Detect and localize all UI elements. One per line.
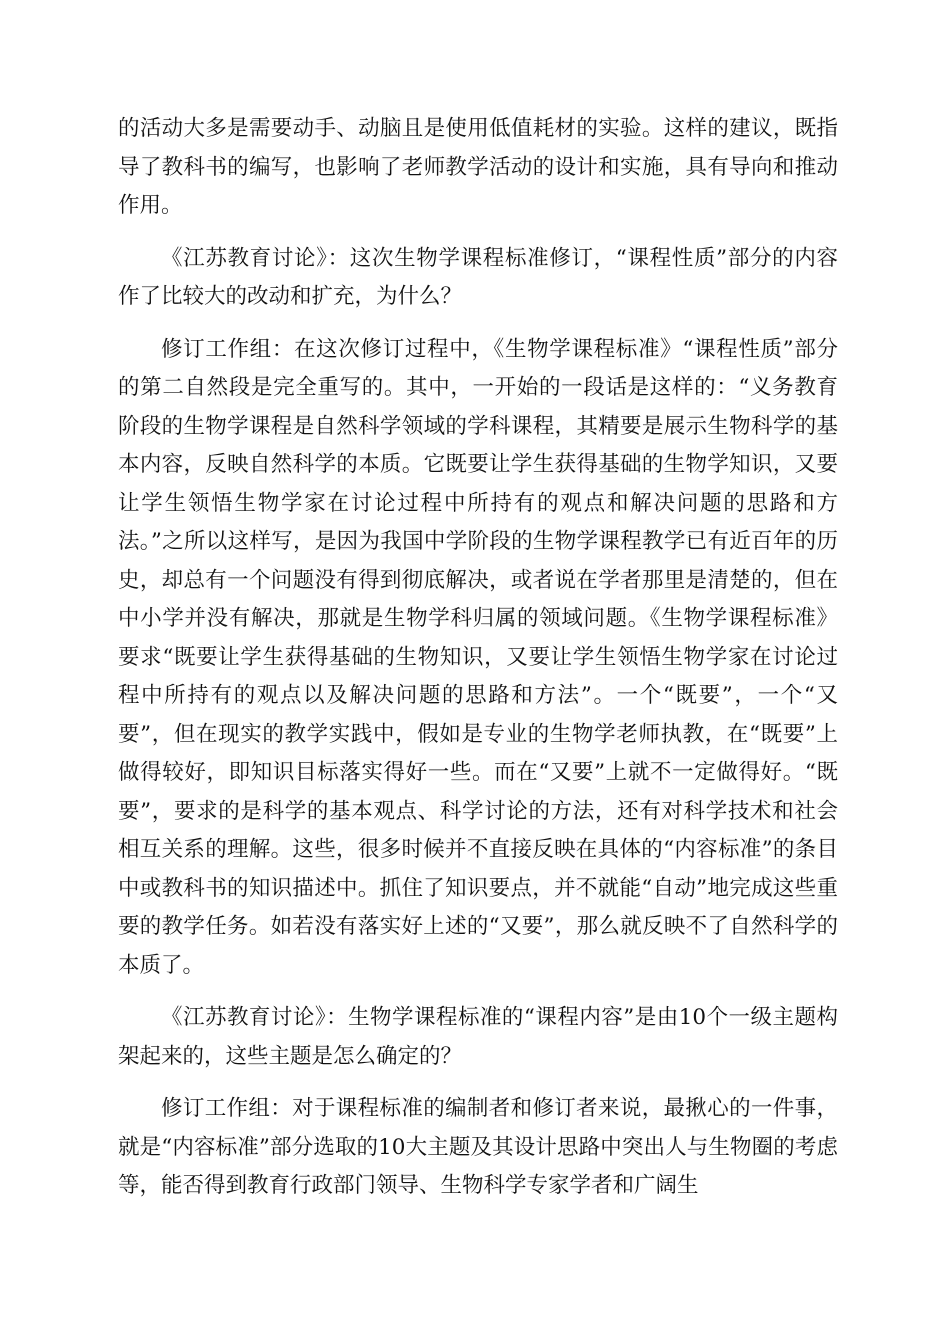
- paragraph-continuation: 的活动大多是需要动手、动脑且是使用低值耗材的实验。这样的建议，既指导了教科书的编写，也影响了老师教学活动的设计和实施，具有导向和推动作用。: [118, 116, 838, 218]
- document-page: [118, 110, 838, 1220]
- paragraph-answer-course-content: 修订工作组：对于课程标准的编制者和修订者来说，最揪心的一件事，就是“内容标准”部分选取的10大主题及其设计思路中突出人与生物圈的考虑等，能否得到教育行政部门领导、生物科学专家学者和广阔生: [118, 1096, 838, 1198]
- paragraph-question-course-nature: 《江苏教育讨论》：这次生物学课程标准修订，“课程性质”部分的内容作了比较大的改动和扩充，为什么？: [118, 245, 838, 309]
- paragraph-answer-course-nature: 修订工作组：在这次修订过程中，《生物学课程标准》“课程性质”部分的第二自然段是完全重写的。其中，一开始的一段话是这样的：“义务教育阶段的生物学课程是自然科学领域的学科课程，其精要是展示生物科学的基本内容，反映自然科学的本质。它既要让学生获得基础的生物学知识，又要让学生领悟生物学家在讨论过程中所持有的观点和解决问题的思路和方法。”之所以这样写，是因为我国中学阶段的生物学课程教学已有近百年的历史，却总有一个问题没有得到彻底解决，或者说在学者那里是清楚的，但在中小学并没有解决，那就是生物学科归属的领域问题。《生物学课程标准》要求“既要让学生获得基础的生物知识，又要让学生领悟生物学家在讨论过程中所持有的观点以及解决问题的思路和方法”。一个“既要”，一个“又要”，但在现实的教学实践中，假如是专业的生物学老师执教，在“既要”上做得较好，即知识目标落实得好一些。而在“又要”上就不一定做得好。“既要”，要求的是科学的基本观点、科学讨论的方法，还有对科学技术和社会相互关系的理解。这些，很多时候并不直接反映在具体的“内容标准”的条目中或教科书的知识描述中。抓住了知识要点，并不就能“自动”地完成这些重要的教学任务。如若没有落实好上述的“又要”，那么就反映不了自然科学的本质了。: [118, 336, 838, 978]
- paragraph-question-course-content: 《江苏教育讨论》：生物学课程标准的“课程内容”是由10个一级主题构架起来的，这些主题是怎么确定的？: [118, 1005, 838, 1069]
